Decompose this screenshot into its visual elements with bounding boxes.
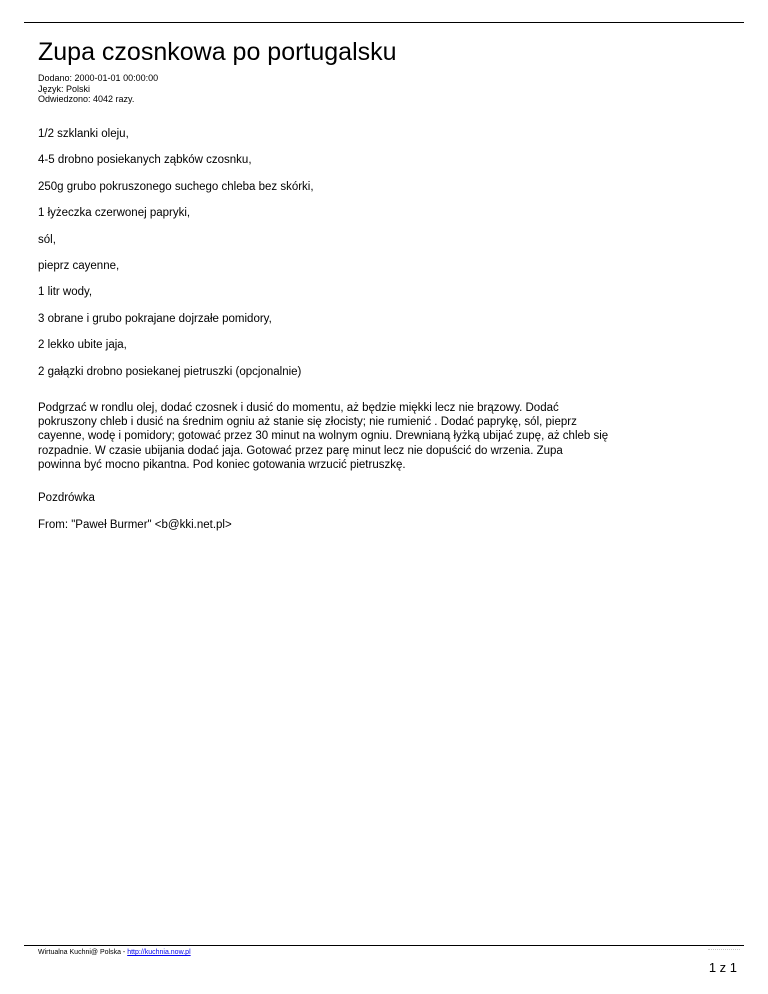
meta-added: Dodano: 2000-01-01 00:00:00 [38,73,159,83]
recipe-title: Zupa czosnkowa po portugalsku [38,38,397,66]
ingredient-item: 1 łyżeczka czerwonej papryki, [38,207,191,220]
footer-faint-mark [708,949,740,950]
instructions-paragraph [38,401,718,472]
meta-language: Język: Polski [38,83,91,94]
ingredient-item: 2 lekko ubite jaja, [38,339,127,352]
footer-site-label: Wirtualna Kuchni@ Polska - [38,949,128,956]
author-line: From: "Paweł Burmer" <b@kki.net.pl> [38,519,232,531]
ingredient-item: 250g grubo pokruszonego suchego chleba bez skórki, [38,180,314,193]
meta-visited: Odwiedzono: 4042 razy. [38,94,135,104]
instructions-line: cayenne, wodę i pomidory; gotować przez 30 minut na wolnym ogniu. Drewnianą łyżką ubijać zupę, aż chleb się [38,430,609,443]
bottom-rule [24,945,744,946]
footer-site-link[interactable]: http://kuchnia.now.pl [127,949,191,956]
ingredient-item: pieprz cayenne, [38,259,120,272]
ingredient-item: 2 gałązki drobno posiekanej pietruszki (opcjonalnie) [38,365,302,378]
ingredients-list [38,127,314,391]
instructions-line: powinna być mocno pikantna. Pod koniec gotowania wrzucić pietruszkę. [38,458,406,471]
ingredient-item: 1/2 szklanki oleju, [38,128,129,140]
recipe-meta [38,73,158,105]
instructions-line: pokruszony chleb i dusić na średnim ogniu aż stanie się złocisty; nie rumienić . Dodać paprykę, sól, pieprz [38,416,577,429]
ingredient-item: sól, [38,233,56,246]
page-footer [38,948,191,957]
page-number: 1 z 1 [708,960,737,975]
instructions-line: Podgrzać w rondlu olej, dodać czosnek i dusić do momentu, aż będzie miękki lecz nie brązowy. Dodać [38,402,559,414]
ingredient-item: 1 litr wody, [38,286,93,299]
ingredient-item: 3 obrane i grubo pokrajane dojrzałe pomidory, [38,312,272,325]
instructions-line: rozpadnie. W czasie ubijania dodać jaja. Gotować przez parę minut lecz nie dopuścić do wrzenia. Zupa [38,444,563,457]
closing-greeting: Pozdrówka [38,492,95,504]
top-rule [24,22,744,23]
ingredient-item: 4-5 drobno posiekanych ząbków czosnku, [38,154,252,167]
